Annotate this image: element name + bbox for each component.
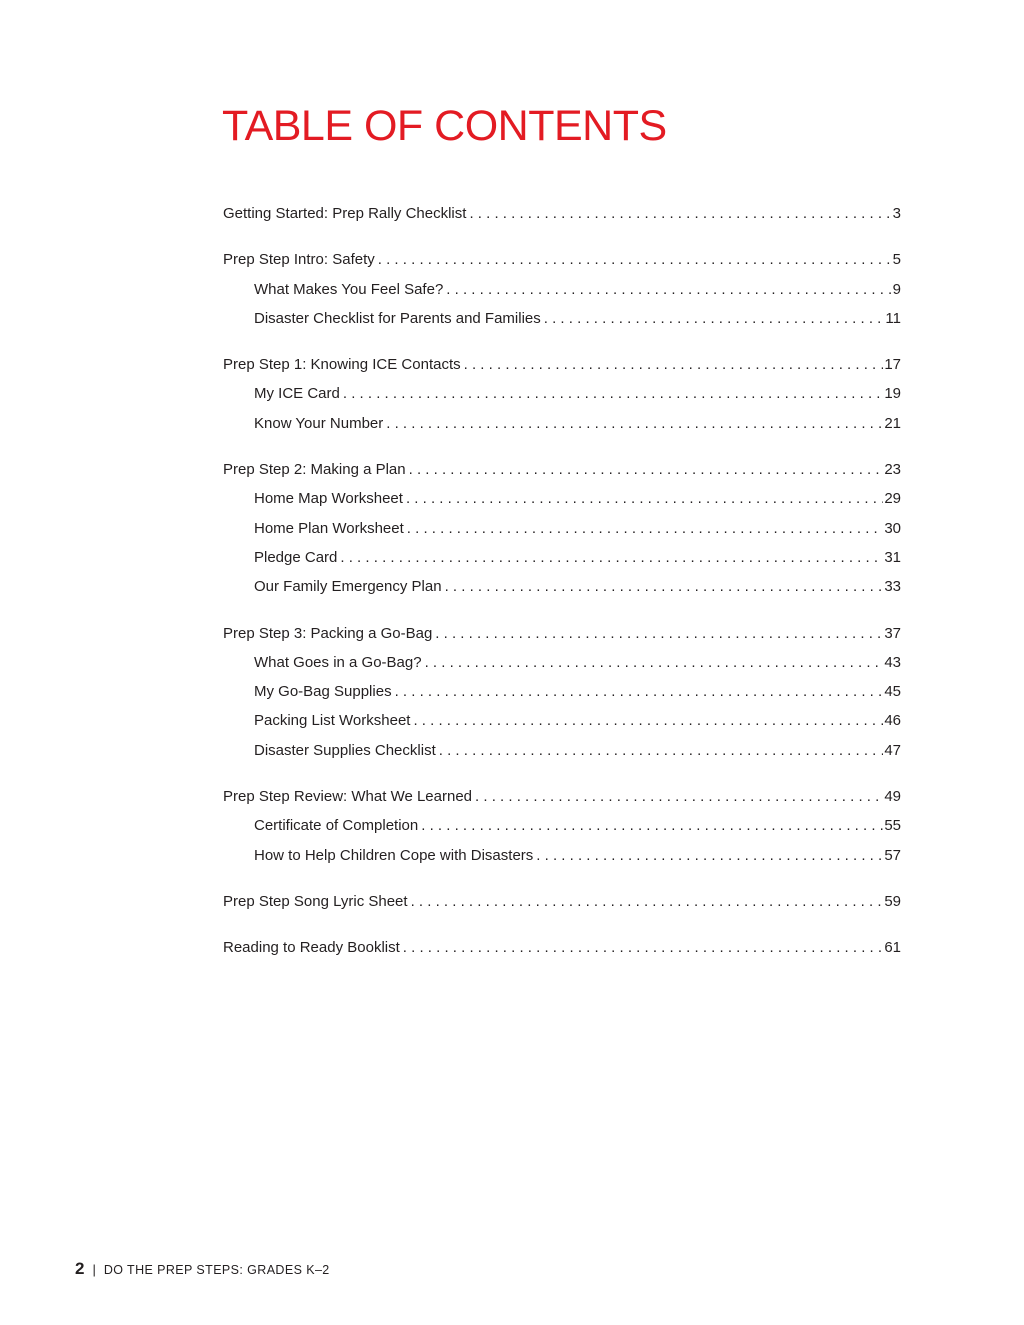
toc-subentry [223,304,901,333]
toc-page-number: 59 [884,892,901,910]
toc-subentry [223,379,901,408]
toc-page-number: 45 [884,683,901,701]
toc-page-number: 46 [884,712,901,730]
dot-leader [407,514,884,543]
footer-title: DO THE PREP STEPS: GRADES K–2 [103,1263,330,1277]
toc-subentry [223,811,901,840]
page-title: TABLE OF CONTENTS [222,102,667,150]
toc-section [223,350,901,438]
toc-section [223,933,901,962]
toc-entry-title: How to Help Children Cope with Disasters [254,846,534,864]
dot-leader [409,455,884,484]
toc-subentry [223,736,901,765]
dot-leader [386,409,883,438]
toc-page-number: 3 [892,205,901,222]
toc-subentry [223,514,901,543]
toc-entry [223,245,901,274]
toc-entry [223,782,901,811]
dot-leader [544,304,885,333]
toc-subentry [223,543,901,572]
dot-leader [469,199,891,228]
toc-subentry [223,648,901,677]
toc-entry [223,933,901,962]
footer-separator: | [92,1262,96,1277]
toc-entry-title: My Go-Bag Supplies [254,683,392,701]
toc-entry-title: Pledge Card [254,548,338,566]
toc-page-number: 57 [884,846,901,864]
toc-entry-title: Packing List Worksheet [254,712,411,730]
toc-subentry [223,677,901,706]
toc-page-number: 23 [884,461,901,479]
toc-subentry [223,706,901,735]
toc-section [223,199,901,228]
toc-subentry [223,409,901,438]
toc-entry-title: Getting Started: Prep Rally Checklist [223,205,467,222]
toc-entry-title: Our Family Emergency Plan [254,578,442,596]
dot-leader [421,811,883,840]
dot-leader [439,736,884,765]
toc-section [223,887,901,916]
toc-page-number: 9 [892,280,901,298]
toc-page-number: 61 [884,939,901,957]
toc-subentry [223,572,901,601]
toc-subentry [223,841,901,870]
dot-leader [411,887,884,916]
toc-entry [223,619,901,648]
toc-page-number: 30 [884,519,901,537]
toc-entry-title: Disaster Checklist for Parents and Families [254,309,541,327]
dot-leader [464,350,884,379]
toc-page-number: 11 [885,309,901,327]
toc-entry-title: Certificate of Completion [254,817,419,835]
dot-leader [406,484,883,513]
toc-entry-title: Home Plan Worksheet [254,519,404,537]
dot-leader [395,677,884,706]
page-footer [75,1259,330,1279]
toc-section [223,245,901,333]
toc-entry [223,455,901,484]
toc-page-number: 47 [884,741,901,759]
toc-entry-title: Prep Step 3: Packing a Go-Bag [223,624,433,642]
toc-section [223,619,901,765]
toc-entry [223,887,901,916]
toc-entry-title: Reading to Ready Booklist [223,939,400,957]
dot-leader [403,933,884,962]
dot-leader [446,275,891,304]
toc-entry-title: Prep Step 2: Making a Plan [223,461,406,479]
dot-leader [413,706,883,735]
toc-page-number: 49 [884,788,901,806]
table-of-contents [223,199,901,980]
dot-leader [536,841,883,870]
toc-page-number: 5 [892,251,901,269]
toc-entry-title: Home Map Worksheet [254,490,403,508]
toc-page-number: 37 [884,624,901,642]
toc-entry [223,350,901,379]
dot-leader [425,648,884,677]
footer-page-number: 2 [75,1259,85,1278]
toc-section [223,455,901,601]
toc-page-number: 55 [884,817,901,835]
toc-entry-title: Prep Step Review: What We Learned [223,788,473,806]
dot-leader [343,379,883,408]
toc-entry-title: Know Your Number [254,414,384,432]
dot-leader [445,572,884,601]
toc-entry-title: My ICE Card [254,385,340,403]
toc-entry-title: Prep Step Song Lyric Sheet [223,892,408,910]
toc-entry [223,199,901,228]
dot-leader [340,543,883,572]
toc-entry-title: What Makes You Feel Safe? [254,280,444,298]
dot-leader [378,245,892,274]
toc-page-number: 19 [884,385,901,403]
toc-page-number: 31 [884,548,901,566]
toc-section [223,782,901,870]
toc-entry-title: Prep Step 1: Knowing ICE Contacts [223,356,461,374]
toc-page-number: 29 [884,490,901,508]
toc-entry-title: Disaster Supplies Checklist [254,741,436,759]
dot-leader [475,782,883,811]
toc-entry-title: What Goes in a Go-Bag? [254,653,422,671]
toc-subentry [223,275,901,304]
toc-page-number: 33 [884,578,901,596]
toc-page-number: 17 [884,356,901,374]
dot-leader [435,619,883,648]
toc-entry-title: Prep Step Intro: Safety [223,251,375,269]
toc-subentry [223,484,901,513]
toc-page-number: 43 [884,653,901,671]
toc-page-number: 21 [884,414,901,432]
